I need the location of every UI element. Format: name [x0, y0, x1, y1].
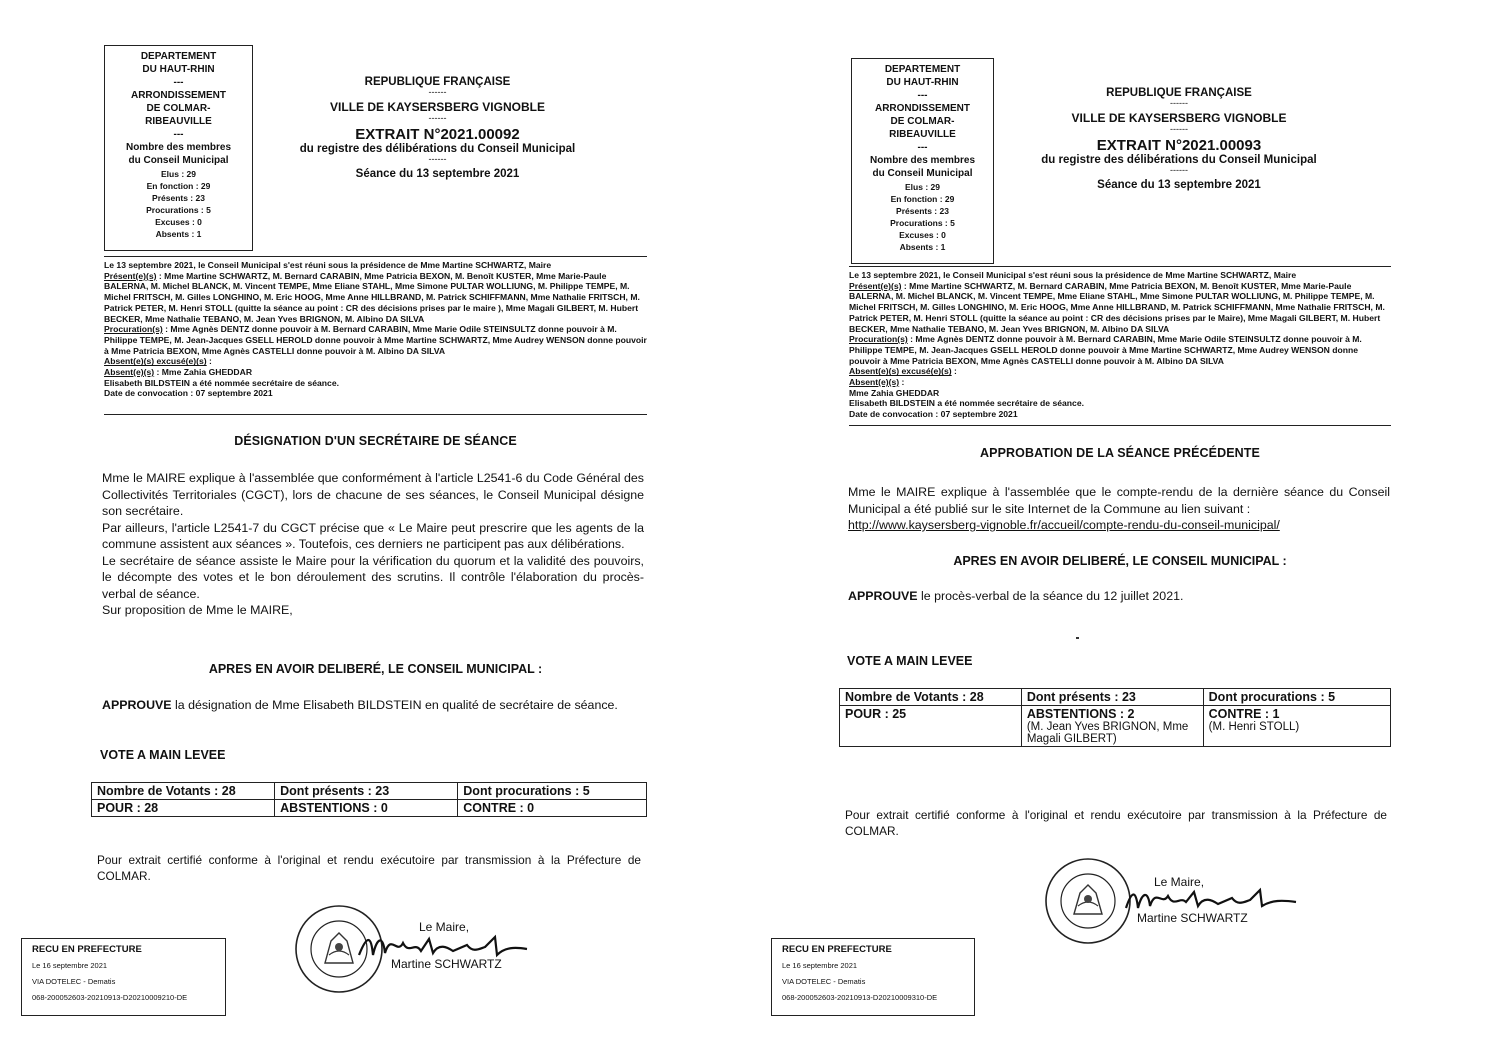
maire-title: Le Maire, [419, 920, 470, 934]
absent-text: : [899, 377, 905, 388]
prefecture-receipt-box [21, 938, 226, 1016]
excuse-label: Absent(e)(s) excusé(e)(s) [849, 366, 952, 377]
absent-label: Absent(e)(s) [104, 367, 155, 378]
document-page-right [748, 0, 1496, 1058]
attendance-intro: Le 13 septembre 2021, le Conseil Municipal s'est réuni sous la présidence de Mme Martine SCHWARTZ, Maire [849, 270, 1297, 280]
dept-line: Nombre des membres [125, 142, 232, 153]
registre-label: du registre des délibérations du Conseil Municipal [1041, 154, 1317, 166]
convocation-date: Date de convocation : 07 septembre 2021 [849, 409, 1018, 420]
table-row [92, 800, 647, 817]
decision-paragraph [848, 588, 1390, 605]
stat-elus: Elus : 29 [905, 182, 940, 192]
paragraph: Sur proposition de Mme le MAIRE, [102, 603, 293, 617]
present-label: Présent(e)(s) [849, 280, 902, 291]
section-title: DÉSIGNATION D'UN SECRÉTAIRE DE SÉANCE [234, 434, 517, 448]
stray-mark [1076, 637, 1079, 639]
recu-title: RECU EN PREFECTURE [782, 944, 892, 955]
procuration-label: Procuration(s) [104, 324, 163, 335]
stat-presents: Présents : 23 [152, 193, 205, 203]
secretaire-note: Elisabeth BILDSTEIN a été nommée secrétaire de séance. [849, 398, 1084, 409]
dept-line: du Conseil Municipal [872, 168, 973, 179]
registre-label: du registre des délibérations du Conseil Municipal [299, 143, 576, 155]
abstentions-count: ABSTENTIONS : 2 [1026, 707, 1135, 721]
vote-label: VOTE A MAIN LEVEE [847, 654, 973, 668]
stat-presents: Présents : 23 [896, 206, 949, 216]
present-names: : Mme Martine SCHWARTZ, M. Bernard CARABIN, Mme Patricia BEXON, M. Benoît KUSTER, Mme Marie-Paule BALERNA, M. Michel BLANCK, M. Vincent TEMPE, Mme Eliane STAHL, Mme Simone PULTAR WOLLIUNG, M. Philippe TEMPE, M. Michel FRITSCH, M. Gilles LONGHINO, M. Eric HOOG, Mme Anne HILLBRAND, M. Patrick SCHIFFMANN, Mme Nathalie FRITSCH, M. Patrick PETER, M. Henri STOLL (quitte la séance au point : CR des décisions prises par le maire ), Mme Magali GILBERT, M. Hubert BECKER, Mme Nathalie TEBANO, M. Jean Yves BRIGNON, M. Albino DA SILVA [104, 270, 640, 324]
ville-label: VILLE DE KAYSERSBERG VIGNOBLE [1071, 111, 1287, 125]
prefecture-receipt-box [771, 938, 975, 1016]
presents-cell: Dont présents : 23 [1021, 689, 1203, 706]
maire-block [419, 920, 469, 934]
ville-label: VILLE DE KAYSERSBERG VIGNOBLE [330, 100, 545, 114]
vote-table [91, 782, 647, 817]
stat-excuses: Excuses : 0 [155, 217, 202, 227]
deliberation-heading: APRES EN AVOIR DELIBERÉ, LE CONSEIL MUNICIPAL : [953, 554, 1287, 568]
vote-table [839, 688, 1391, 747]
present-list [104, 271, 647, 325]
contre-cell: CONTRE : 0 [458, 800, 647, 817]
document-header [1010, 87, 1348, 191]
separator: ------ [1170, 98, 1188, 108]
contre-cell [1203, 706, 1390, 747]
procuration-text: : Mme Agnès DENTZ donne pouvoir à M. Bernard CARABIN, Mme Marie Odile STEINSULTZ donne pouvoir à M. Philippe TEMPE, M. Jean-Jacques GSELL HEROLD donne pouvoir à Mme Martine SCHWARTZ, Mme Audrey WENSON donne pouvoir à Mme Patricia BEXON, Mme Agnès CASTELLI donne pouvoir à M. Albino DA SILVA [849, 334, 1362, 366]
department-box [851, 58, 994, 264]
separator: ------ [428, 154, 447, 164]
attendance-block [104, 256, 647, 415]
pour-cell: POUR : 25 [840, 706, 1022, 747]
dept-line: DU HAUT-RHIN [142, 64, 215, 75]
dept-line: --- [917, 142, 928, 153]
decision-text [102, 697, 644, 714]
stat-en-fonction: En fonction : 29 [890, 194, 955, 204]
excuse-label: Absent(e)(s) excusé(e)(s) [104, 356, 207, 367]
abstentions-names: (M. Jean Yves BRIGNON, Mme Magali GILBERT) [1026, 721, 1189, 745]
dept-line: DE COLMAR- [890, 116, 955, 127]
attendance-block [849, 266, 1391, 426]
seance-date: Séance du 13 septembre 2021 [355, 168, 520, 180]
separator: ------ [1170, 165, 1188, 175]
absent-label: Absent(e)(s) [849, 377, 900, 388]
recu-via: VIA DOTELEC - Dematis [782, 977, 866, 986]
decision-body: la désignation de Mme Elisabeth BILDSTEIN en qualité de secrétaire de séance. [171, 698, 618, 712]
dept-line: DE COLMAR- [146, 103, 211, 114]
separator: ------ [428, 87, 447, 97]
excuse-text: : [206, 356, 212, 367]
paragraph: Mme le MAIRE explique à l'assemblée que conformément à l'article L2541-6 du Code Général des Collectivités Territoriales (CGCT), lors de chacune de ses séances, le Conseil Municipal désigne son secrétaire. [102, 471, 644, 518]
recu-ref: 068-200052603-20210913-D20210009310-DE [782, 993, 938, 1002]
decision-paragraph [102, 697, 644, 714]
abstentions-cell [1021, 706, 1203, 747]
paragraph: Le secrétaire de séance assiste le Maire pour la vérification du quorum et la validité des pouvoirs, le décompte des votes et le bon déroulement des scrutins. Il contrôle l'élaboration du procès-verbal de séance. [102, 553, 644, 601]
absent-text: : Mme Zahia GHEDDAR [154, 367, 253, 378]
excuse-list [849, 366, 1391, 377]
maire-name-block [1137, 911, 1248, 925]
dept-line: DEPARTEMENT [884, 64, 961, 75]
procuration-text: : Mme Agnès DENTZ donne pouvoir à M. Bernard CARABIN, Mme Marie Odile STEINSULTZ donne pouvoir à M. Philippe TEMPE, M. Jean-Jacques GSELL HEROLD donne pouvoir à Mme Martine SCHWARTZ, Mme Audrey WENSON donne pouvoir à Mme Patricia BEXON, Mme Agnès CASTELLI donne pouvoir à M. Albino DA SILVA [104, 324, 647, 356]
present-label: Présent(e)(s) [104, 270, 157, 281]
present-list [849, 281, 1391, 335]
document-header [270, 76, 605, 180]
recu-date: Le 16 septembre 2021 [32, 961, 108, 970]
table-row [840, 706, 1391, 747]
dept-line: --- [173, 129, 184, 140]
body-text [102, 470, 644, 619]
attendance-intro: Le 13 septembre 2021, le Conseil Municipal s'est réuni sous la présidence de Mme Martine SCHWARTZ, Maire [104, 260, 552, 270]
abstentions-cell: ABSTENTIONS : 0 [275, 800, 458, 817]
dept-line: --- [173, 77, 184, 88]
link-paragraph [848, 517, 1390, 534]
votants-cell: Nombre de Votants : 28 [840, 689, 1022, 706]
decision-text [848, 588, 1390, 605]
republique-label: REPUBLIQUE FRANÇAISE [1106, 87, 1252, 99]
stat-excuses: Excuses : 0 [899, 230, 946, 240]
maire-name-block [391, 957, 502, 971]
decision-word: APPROUVE [848, 589, 918, 603]
dept-line: DU HAUT-RHIN [886, 77, 959, 88]
separator: ------ [1170, 124, 1188, 134]
present-names: : Mme Martine SCHWARTZ, M. Bernard CARABIN, Mme Patricia BEXON, M. Benoît KUSTER, Mme Marie-Paule BALERNA, M. Michel BLANCK, M. Vincent TEMPE, Mme Eliane STAHL, Mme Simone PULTAR WOLLIUNG, M. Philippe TEMPE, M. Michel FRITSCH, M. Gilles LONGHINO, M. Eric HOOG, Mme Anne HILLBRAND, M. Patrick SCHIFFMANN, Mme Nathalie FRITSCH, M. Patrick PETER, M. Henri STOLL (quitte la séance au point : CR des décisions prises par le Maire), Mme Magali GILBERT, M. Hubert BECKER, Mme Nathalie TEBANO, M. Jean Yves BRIGNON, M. Albino DA SILVA [849, 280, 1385, 334]
dept-line: Nombre des membres [869, 155, 976, 166]
recu-via: VIA DOTELEC - Dematis [32, 977, 116, 986]
stat-elus: Elus : 29 [161, 169, 196, 179]
member-stats [105, 168, 252, 240]
absent-list [104, 367, 647, 378]
maire-block [1154, 875, 1204, 889]
stat-en-fonction: En fonction : 29 [146, 181, 211, 191]
procurations-cell: Dont procurations : 5 [1203, 689, 1390, 706]
certification-text: Pour extrait certifié conforme à l'original et rendu exécutoire par transmission à la Préfecture de COLMAR. [845, 808, 1387, 838]
dept-line: --- [917, 90, 928, 101]
body-text [848, 484, 1390, 534]
excuse-text: : [951, 366, 957, 377]
contre-count: CONTRE : 1 [1208, 707, 1280, 721]
separator: ------ [428, 113, 447, 123]
absent-list [849, 377, 1391, 388]
dept-line: RIBEAUVILLE [145, 116, 212, 127]
convocation-date: Date de convocation : 07 septembre 2021 [104, 388, 273, 399]
secretaire-note: Elisabeth BILDSTEIN a été nommée secrétaire de séance. [104, 377, 339, 388]
decision-body: le procès-verbal de la séance du 12 juillet 2021. [917, 589, 1184, 603]
paragraph: Mme le MAIRE explique à l'assemblée que le compte-rendu de la dernière séance du Conseil Municipal a été publié sur le site Internet de la Commune au lien suivant : [848, 485, 1390, 516]
maire-name: Martine SCHWARTZ [391, 957, 502, 971]
procuration-list [104, 324, 647, 356]
dept-line: ARRONDISSEMENT [874, 103, 970, 114]
stat-absents: Absents : 1 [155, 229, 202, 239]
votants-cell: Nombre de Votants : 28 [92, 783, 275, 800]
dept-line: du Conseil Municipal [128, 155, 229, 166]
vote-label: VOTE A MAIN LEVEE [100, 748, 226, 762]
excuse-list [104, 356, 647, 367]
maire-name: Martine SCHWARTZ [1137, 911, 1248, 925]
recu-ref: 068-200052603-20210913-D20210009210-DE [32, 993, 188, 1002]
recu-date: Le 16 septembre 2021 [782, 961, 858, 970]
stat-absents: Absents : 1 [899, 242, 946, 252]
mairie-stamp-seal [1043, 856, 1133, 946]
deliberation-heading: APRES EN AVOIR DELIBERÉ, LE CONSEIL MUNICIPAL : [208, 662, 543, 676]
member-stats [852, 181, 993, 253]
paragraph: Par ailleurs, l'article L2541-7 du CGCT précise que « Le Maire peut prescrire que les agents de la commune assistent aux séances ». Toutefois, ces derniers ne participent pas aux délibérations. [102, 520, 644, 551]
table-row [92, 783, 647, 800]
stat-procurations: Procurations : 5 [890, 218, 955, 228]
table-row [840, 689, 1391, 706]
presents-cell: Dont présents : 23 [275, 783, 458, 800]
extrait-number: EXTRAIT N°2021.00093 [1096, 137, 1262, 154]
department-box [104, 45, 253, 251]
absent-name: Mme Zahia GHEDDAR [849, 387, 940, 398]
maire-title: Le Maire, [1154, 875, 1205, 889]
contre-names: (M. Henri STOLL) [1208, 721, 1300, 733]
compte-rendu-link[interactable]: http://www.kaysersberg-vignoble.fr/accueil/compte-rendu-du-conseil-municipal/ [848, 518, 1280, 532]
section-title: APPROBATION DE LA SÉANCE PRÉCÉDENTE [980, 446, 1260, 460]
extrait-number: EXTRAIT N°2021.00092 [355, 126, 520, 143]
procuration-label: Procuration(s) [849, 334, 908, 345]
recu-title: RECU EN PREFECTURE [32, 944, 142, 955]
stat-procurations: Procurations : 5 [146, 205, 211, 215]
decision-word: APPROUVE [102, 698, 172, 712]
procurations-cell: Dont procurations : 5 [458, 783, 647, 800]
pour-cell: POUR : 28 [92, 800, 275, 817]
dept-line: RIBEAUVILLE [889, 129, 956, 140]
dept-line: ARRONDISSEMENT [130, 90, 226, 101]
certification-text: Pour extrait certifié conforme à l'original et rendu exécutoire par transmission à la Préfecture de COLMAR. [97, 853, 641, 883]
dept-line: DEPARTEMENT [140, 51, 217, 62]
procuration-list [849, 334, 1391, 366]
republique-label: REPUBLIQUE FRANÇAISE [364, 76, 511, 88]
seance-date: Séance du 13 septembre 2021 [1097, 179, 1261, 191]
